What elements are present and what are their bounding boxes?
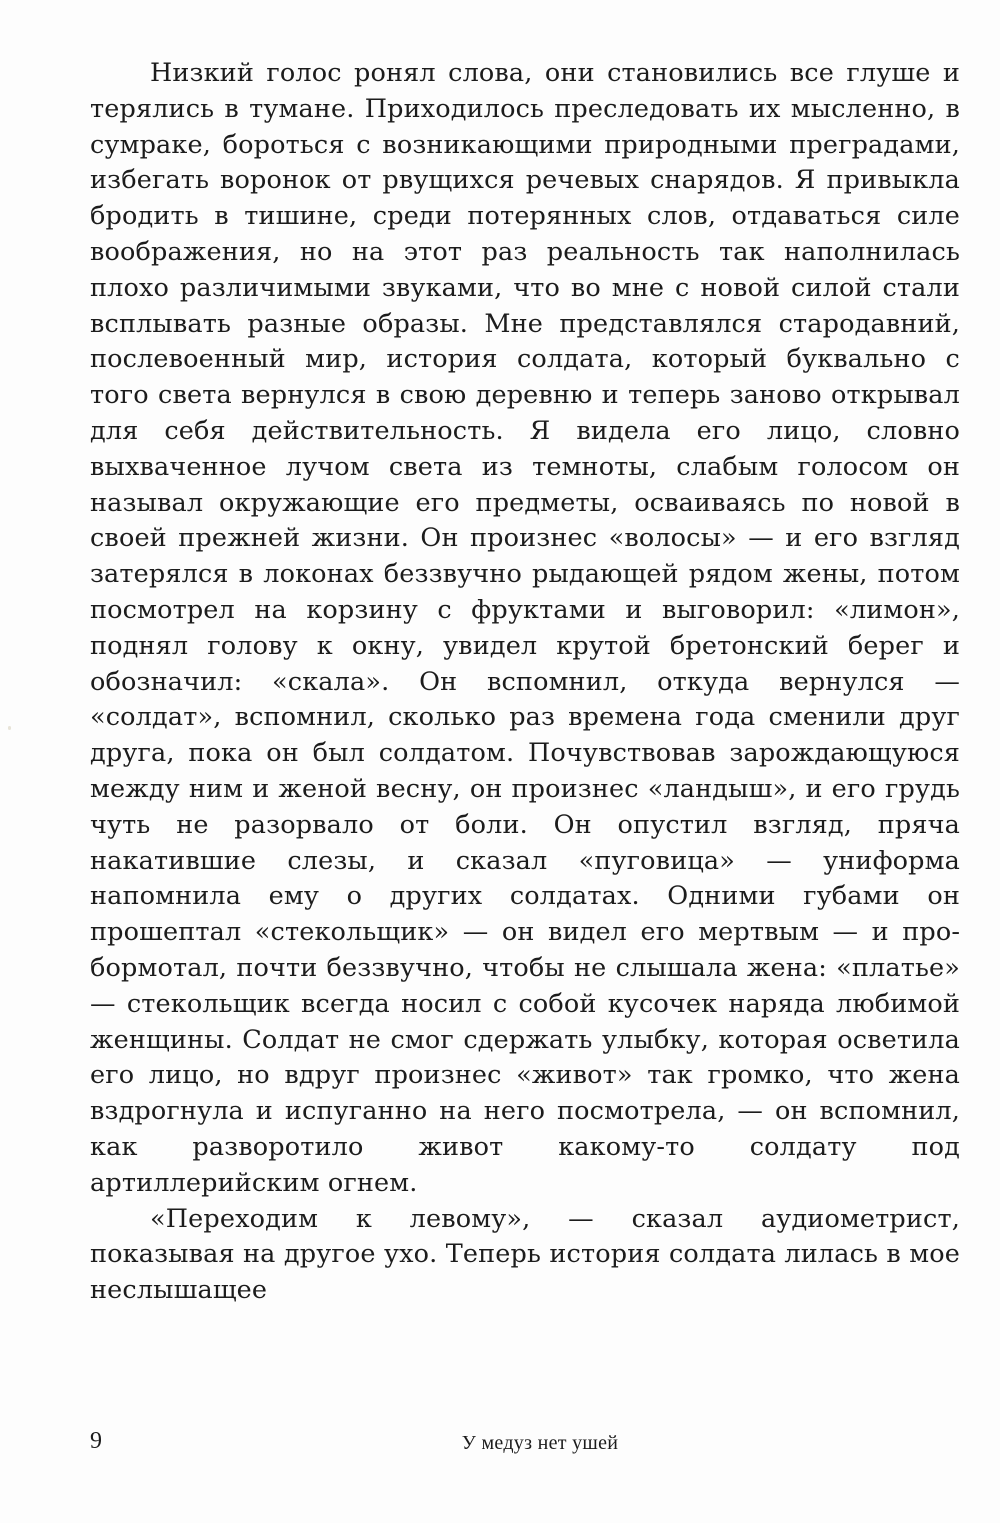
page-body-text bbox=[90, 56, 960, 1309]
paragraph-2: «Переходим к левому», — сказал аудиометрист, показывая на другое ухо. Теперь история солдата лилась в мое неслышащее bbox=[90, 1203, 960, 1306]
paragraph-1: Низкий голос ронял слова, они становились все глуше и терялись в тумане. Приходилось преследовать их мысленно, в сумраке, бороться с возникающими природными преградами, избегать воронок от рвущихся речевых снарядов. Я привыкла бродить в тишине, среди потерянных слов, отдаваться силе воображения, но на этот раз реальность так наполнилась плохо различимыми звуками, что во мне с новой силой стали всплывать разные образы. Мне представлялся стародавний, послевоенный мир, история солдата, который буквально с того света вернулся в свою деревню и теперь заново открывал для себя действительность. Я видела его лицо, словно выхваченное лучом света из темноты, слабым голосом он называл окружающие его предметы, осваиваясь по новой в своей прежней жизни. Он произнес «волосы» — и его взгляд затерялся в локонах беззвучно рыдающей рядом жены, потом посмотрел на корзину с фруктами и выговорил: «лимон», поднял голову к окну, увидел крутой бретонский берег и обозначил: «скала». Он вспомнил, откуда вернулся — «солдат», вспомнил, сколько раз времена года сменили друг друга, пока он был солдатом. Почувствовав зарождающуюся между ним и женой весну, он произнес «ландыш», и его грудь чуть не разорвало от боли. Он опустил взгляд, пряча накатившие слезы, и сказал «пуговица» — униформа напомнила ему о других солдатах. Одними губами он прошептал «стекольщик» — он видел его мертвым — и пробормотал, почти беззвучно, чтобы не слышала жена: «платье» — стекольщик всегда носил с собой кусочек наряда любимой женщины. Солдат не смог сдержать улыбку, которая осветила его лицо, но вдруг произнес «живот» так громко, что жена вздрогнула и испуганно на него посмотрела, — он вспомнил, как разворотило живот какому-то солдату под артиллерийским огнем. bbox=[90, 58, 960, 1198]
page-number: 9 bbox=[90, 1428, 102, 1454]
paper-speck bbox=[8, 726, 11, 730]
running-title: У медуз нет ушей bbox=[461, 1432, 619, 1454]
page-footer bbox=[90, 1428, 960, 1458]
